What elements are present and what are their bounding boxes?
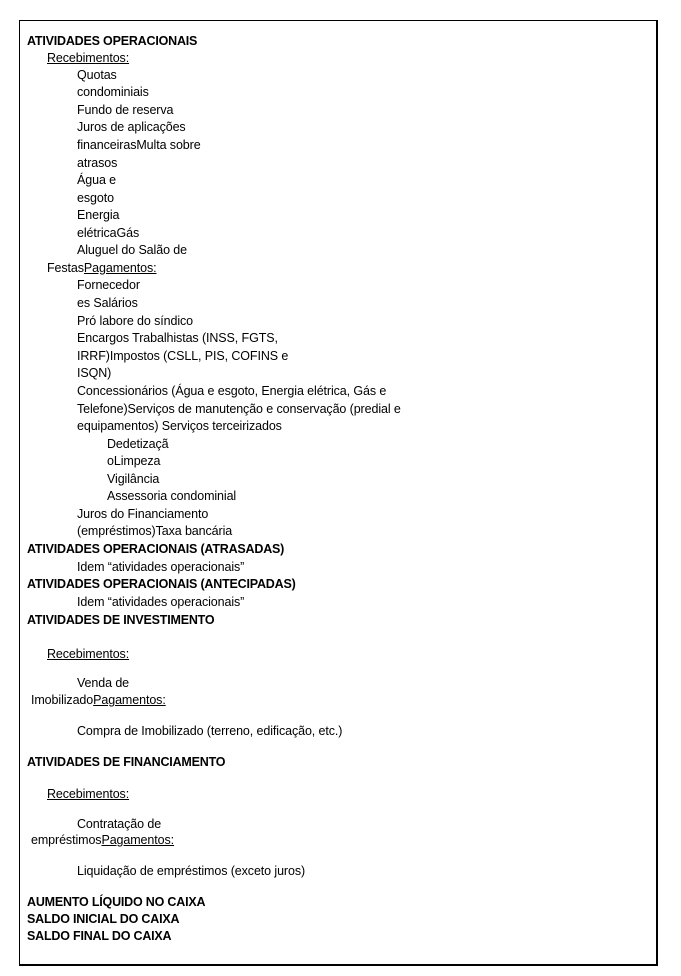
total-line: AUMENTO LÍQUIDO NO CAIXA bbox=[27, 895, 206, 909]
list-item: Encargos Trabalhistas (INSS, FGTS, bbox=[77, 331, 278, 345]
recebimentos-label: Recebimentos: bbox=[47, 51, 130, 65]
list-item: (empréstimos)Taxa bancária bbox=[77, 524, 233, 538]
section-title-operacionais: ATIVIDADES OPERACIONAIS bbox=[27, 34, 198, 48]
list-item: Juros do Financiamento bbox=[77, 507, 209, 521]
list-item: Imobilizado bbox=[31, 693, 94, 707]
list-item: Fornecedor bbox=[77, 278, 140, 292]
list-item: esgoto bbox=[77, 191, 114, 205]
section-note: Idem “atividades operacionais” bbox=[77, 595, 245, 609]
list-item: Concessionários (Água e esgoto, Energia elétrica, Gás e bbox=[77, 384, 387, 398]
recebimentos-label: Recebimentos: bbox=[47, 787, 130, 801]
section-title-antecipadas: ATIVIDADES OPERACIONAIS (ANTECIPADAS) bbox=[27, 577, 296, 591]
imobilizado-pagamentos-line bbox=[31, 692, 166, 708]
list-item: Aluguel do Salão de bbox=[77, 243, 187, 257]
list-item: oLimpeza bbox=[107, 454, 161, 468]
list-item: Água e bbox=[77, 173, 117, 187]
list-item: Venda de bbox=[77, 676, 130, 690]
pagamentos-label: Pagamentos: bbox=[83, 261, 157, 275]
recebimentos-label: Recebimentos: bbox=[47, 647, 130, 661]
pagamentos-label: Pagamentos: bbox=[101, 833, 175, 847]
list-item: Quotas bbox=[77, 68, 117, 82]
list-item: Festas bbox=[47, 261, 84, 275]
section-title-financiamento: ATIVIDADES DE FINANCIAMENTO bbox=[27, 755, 226, 769]
list-item: Fundo de reserva bbox=[77, 103, 174, 117]
list-item: empréstimos bbox=[31, 833, 102, 847]
list-item: IRRF)Impostos (CSLL, PIS, COFINS e bbox=[77, 349, 289, 363]
list-item: Telefone)Serviços de manutenção e conservação (predial e bbox=[77, 402, 401, 416]
list-item: Energia bbox=[77, 208, 120, 222]
emprestimos-pagamentos-line bbox=[31, 832, 174, 848]
list-item: Vigilância bbox=[107, 472, 160, 486]
list-item: equipamentos) Serviços terceirizados bbox=[77, 419, 282, 433]
list-item: Dedetizaçã bbox=[107, 437, 169, 451]
total-line: SALDO INICIAL DO CAIXA bbox=[27, 912, 180, 926]
list-item: Juros de aplicações bbox=[77, 120, 186, 134]
list-item: financeirasMulta sobre bbox=[77, 138, 201, 152]
list-item: Liquidação de empréstimos (exceto juros) bbox=[77, 864, 306, 878]
list-item: atrasos bbox=[77, 156, 118, 170]
list-item: Assessoria condominial bbox=[107, 489, 237, 503]
section-note: Idem “atividades operacionais” bbox=[77, 560, 245, 574]
list-item: elétricaGás bbox=[77, 226, 140, 240]
list-item: es Salários bbox=[77, 296, 138, 310]
section-title-atrasadas: ATIVIDADES OPERACIONAIS (ATRASADAS) bbox=[27, 542, 285, 556]
festas-pagamentos-line bbox=[47, 260, 156, 276]
pagamentos-label: Pagamentos: bbox=[93, 693, 166, 707]
list-item: Pró labore do síndico bbox=[77, 314, 194, 328]
list-item: Compra de Imobilizado (terreno, edificação, etc.) bbox=[77, 724, 343, 738]
list-item: condominiais bbox=[77, 85, 149, 99]
section-title-investimento: ATIVIDADES DE INVESTIMENTO bbox=[27, 613, 215, 627]
list-item: ISQN) bbox=[77, 366, 112, 380]
list-item: Contratação de bbox=[77, 817, 162, 831]
total-line: SALDO FINAL DO CAIXA bbox=[27, 929, 172, 943]
